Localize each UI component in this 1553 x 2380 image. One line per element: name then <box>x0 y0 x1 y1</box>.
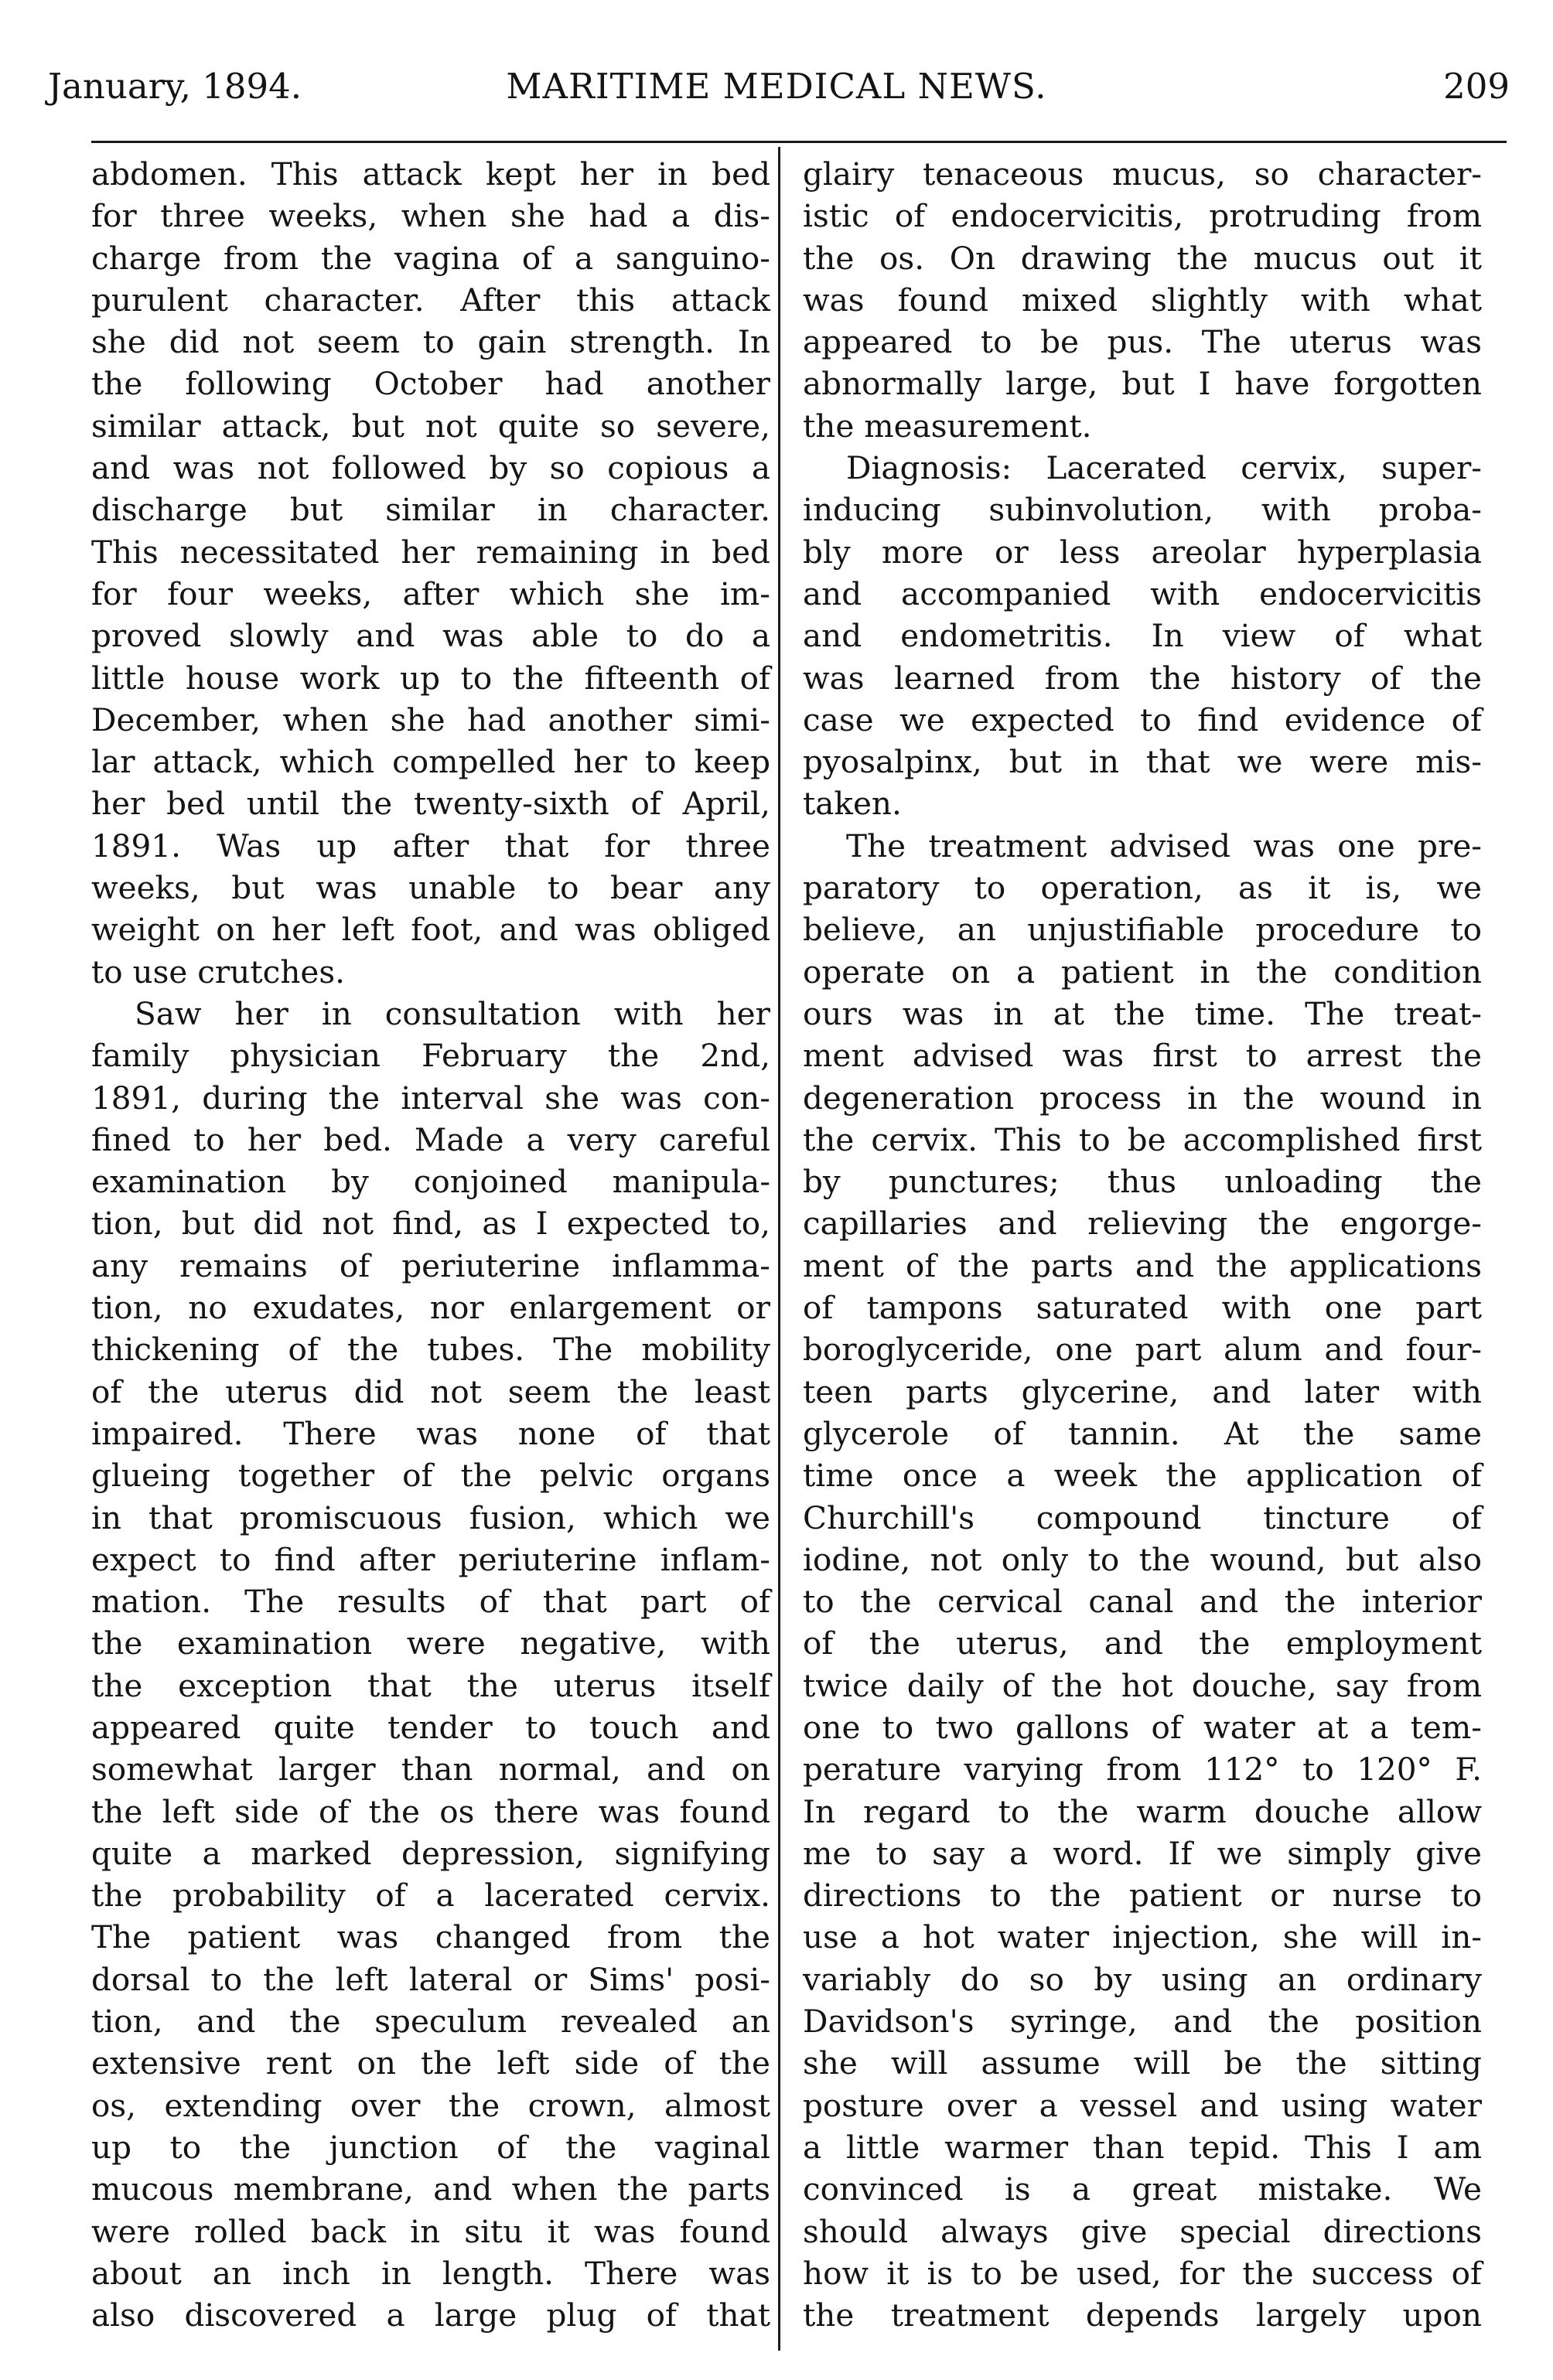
text-line: lar attack, which compelled her to keep <box>91 743 770 781</box>
text-line: family physician February the 2nd, <box>91 1037 770 1075</box>
text-line: to use crutches. <box>91 953 346 991</box>
text-line: weight on her left foot, and was obliged <box>91 911 770 949</box>
paragraph-start-line: The treatment advised was one pre- <box>846 827 1482 864</box>
running-header <box>43 31 1510 108</box>
text-line: The patient was changed from the <box>91 1918 770 1956</box>
journal-page <box>43 31 1510 2351</box>
text-line: teen parts glycerine, and later with <box>803 1372 1482 1410</box>
text-line: December, when she had another simi- <box>91 701 770 738</box>
text-line: variably do so by using an ordinary <box>803 1960 1482 1998</box>
text-line: any remains of periuterine inflamma- <box>91 1246 770 1284</box>
text-line: for four weeks, after which she im- <box>91 575 770 612</box>
text-line: 1891. Was up after that for three <box>91 827 770 864</box>
header-rule <box>91 141 1507 143</box>
text-line: of the uterus, and the employment <box>803 1625 1482 1662</box>
text-line: time once a week the application of <box>803 1457 1482 1495</box>
text-line: and was not followed by so copious a <box>91 449 770 487</box>
text-line: for three weeks, when she had a dis- <box>91 197 770 235</box>
paragraph-start-line: Saw her in consultation with her <box>135 994 770 1032</box>
text-line: up to the junction of the vaginal <box>91 2128 770 2166</box>
text-line: similar attack, but not quite so severe, <box>91 407 770 445</box>
text-line: one to two gallons of water at a tem- <box>803 1708 1482 1746</box>
text-line: the probability of a lacerated cervix. <box>91 1877 770 1915</box>
text-line: perature varying from 112° to 120° F. <box>803 1751 1482 1788</box>
text-line: the measurement. <box>803 407 1092 445</box>
text-line: the left side of the os there was found <box>91 1792 770 1830</box>
text-line: and accompanied with endocervicitis <box>803 575 1482 612</box>
column-divider <box>778 147 780 2351</box>
text-line: This necessitated her remaining in bed <box>91 533 770 571</box>
text-line: glycerole of tannin. At the same <box>803 1414 1482 1452</box>
right-column <box>803 153 1482 2336</box>
text-line: little house work up to the fifteenth of <box>91 659 770 697</box>
text-line: pyosalpinx, but in that we were mis- <box>803 743 1482 781</box>
text-line: Davidson's syringe, and the position <box>803 2003 1482 2041</box>
text-line: to the cervical canal and the interior <box>803 1583 1482 1621</box>
text-line: by punctures; thus unloading the <box>803 1163 1482 1201</box>
text-line: the following October had another <box>91 365 770 403</box>
text-line: inducing subinvolution, with proba- <box>803 491 1482 529</box>
text-line: ment of the parts and the applications <box>803 1246 1482 1284</box>
text-line: appeared quite tender to touch and <box>91 1708 770 1746</box>
text-line: believe, an unjustifiable procedure to <box>803 911 1482 949</box>
text-line: weeks, but was unable to bear any <box>91 869 770 907</box>
text-line: convinced is a great mistake. We <box>803 2170 1482 2208</box>
text-line: expect to find after periuterine inflam- <box>91 1540 770 1578</box>
text-line: directions to the patient or nurse to <box>803 1877 1482 1915</box>
text-line: the examination were negative, with <box>91 1625 770 1662</box>
text-line: degeneration process in the wound in <box>803 1079 1482 1117</box>
text-line: was found mixed slightly with what <box>803 281 1482 319</box>
text-line: In regard to the warm douche allow <box>803 1792 1482 1830</box>
text-line: capillaries and relieving the engorge- <box>803 1205 1482 1243</box>
text-line: a little warmer than tepid. This I am <box>803 2128 1482 2166</box>
text-line: taken. <box>803 785 902 823</box>
text-line: me to say a word. If we simply give <box>803 1834 1482 1872</box>
text-line: bly more or less areolar hyperplasia <box>803 533 1482 571</box>
text-line: abdomen. This attack kept her in bed <box>91 155 770 193</box>
text-line: istic of endocervicitis, protruding from <box>803 197 1482 235</box>
text-line: paratory to operation, as it is, we <box>803 869 1482 907</box>
text-line: should always give special directions <box>803 2212 1482 2250</box>
text-line: iodine, not only to the wound, but also <box>803 1540 1482 1578</box>
text-line: 1891, during the interval she was con- <box>91 1079 770 1117</box>
text-line: and endometritis. In view of what <box>803 617 1482 655</box>
text-line: mation. The results of that part of <box>91 1583 770 1621</box>
text-line: fined to her bed. Made a very careful <box>91 1120 770 1158</box>
text-line: proved slowly and was able to do a <box>91 617 770 655</box>
text-line: the treatment depends largely upon <box>803 2296 1482 2334</box>
text-line: in that promiscuous fusion, which we <box>91 1499 770 1536</box>
text-line: extensive rent on the left side of the <box>91 2044 770 2082</box>
text-line: her bed until the twenty-sixth of April, <box>91 785 770 823</box>
text-line: tion, no exudates, nor enlargement or <box>91 1289 770 1327</box>
text-line: how it is to be used, for the success of <box>803 2254 1482 2292</box>
text-line: tion, but did not find, as I expected to, <box>91 1205 770 1243</box>
text-line: the os. On drawing the mucus out it <box>803 239 1482 277</box>
text-line: twice daily of the hot douche, say from <box>803 1666 1482 1704</box>
text-line: she will assume will be the sitting <box>803 2044 1482 2082</box>
text-line: glairy tenaceous mucus, so character- <box>803 155 1482 193</box>
journal-title: MARITIME MEDICAL NEWS. <box>506 66 1047 107</box>
text-line: case we expected to find evidence of <box>803 701 1482 738</box>
text-line: the exception that the uterus itself <box>91 1666 770 1704</box>
page-number: 209 <box>1443 66 1510 107</box>
text-line: operate on a patient in the condition <box>803 953 1482 991</box>
text-line: impaired. There was none of that <box>91 1414 770 1452</box>
text-line: glueing together of the pelvic organs <box>91 1457 770 1495</box>
text-line: dorsal to the left lateral or Sims' posi- <box>91 1960 770 1998</box>
text-line: purulent character. After this attack <box>91 281 770 319</box>
text-line: examination by conjoined manipula- <box>91 1163 770 1201</box>
text-line: thickening of the tubes. The mobility <box>91 1331 770 1369</box>
issue-date: January, 1894. <box>48 66 302 107</box>
text-line: os, extending over the crown, almost <box>91 2086 770 2124</box>
text-line: she did not seem to gain strength. In <box>91 323 770 361</box>
text-line: also discovered a large plug of that <box>91 2296 770 2334</box>
text-line: abnormally large, but I have forgotten <box>803 365 1482 403</box>
text-line: mucous membrane, and when the parts <box>91 2170 770 2208</box>
text-line: appeared to be pus. The uterus was <box>803 323 1482 361</box>
text-line: tion, and the speculum revealed an <box>91 2003 770 2041</box>
text-line: somewhat larger than normal, and on <box>91 1751 770 1788</box>
text-line: ment advised was first to arrest the <box>803 1037 1482 1075</box>
text-line: was learned from the history of the <box>803 659 1482 697</box>
text-line: about an inch in length. There was <box>91 2254 770 2292</box>
text-line: posture over a vessel and using water <box>803 2086 1482 2124</box>
text-line: discharge but similar in character. <box>91 491 770 529</box>
text-line: were rolled back in situ it was found <box>91 2212 770 2250</box>
left-column <box>91 153 770 2336</box>
text-line: of the uterus did not seem the least <box>91 1372 770 1410</box>
text-line: use a hot water injection, she will in- <box>803 1918 1482 1956</box>
text-line: charge from the vagina of a sanguino- <box>91 239 770 277</box>
text-line: of tampons saturated with one part <box>803 1289 1482 1327</box>
text-line: boroglyceride, one part alum and four- <box>803 1331 1482 1369</box>
text-line: quite a marked depression, signifying <box>91 1834 770 1872</box>
text-line: ours was in at the time. The treat- <box>803 994 1482 1032</box>
text-line: Churchill's compound tincture of <box>803 1499 1482 1536</box>
text-line: the cervix. This to be accomplished first <box>803 1120 1482 1158</box>
paragraph-start-line: Diagnosis: Lacerated cervix, super- <box>846 449 1482 487</box>
